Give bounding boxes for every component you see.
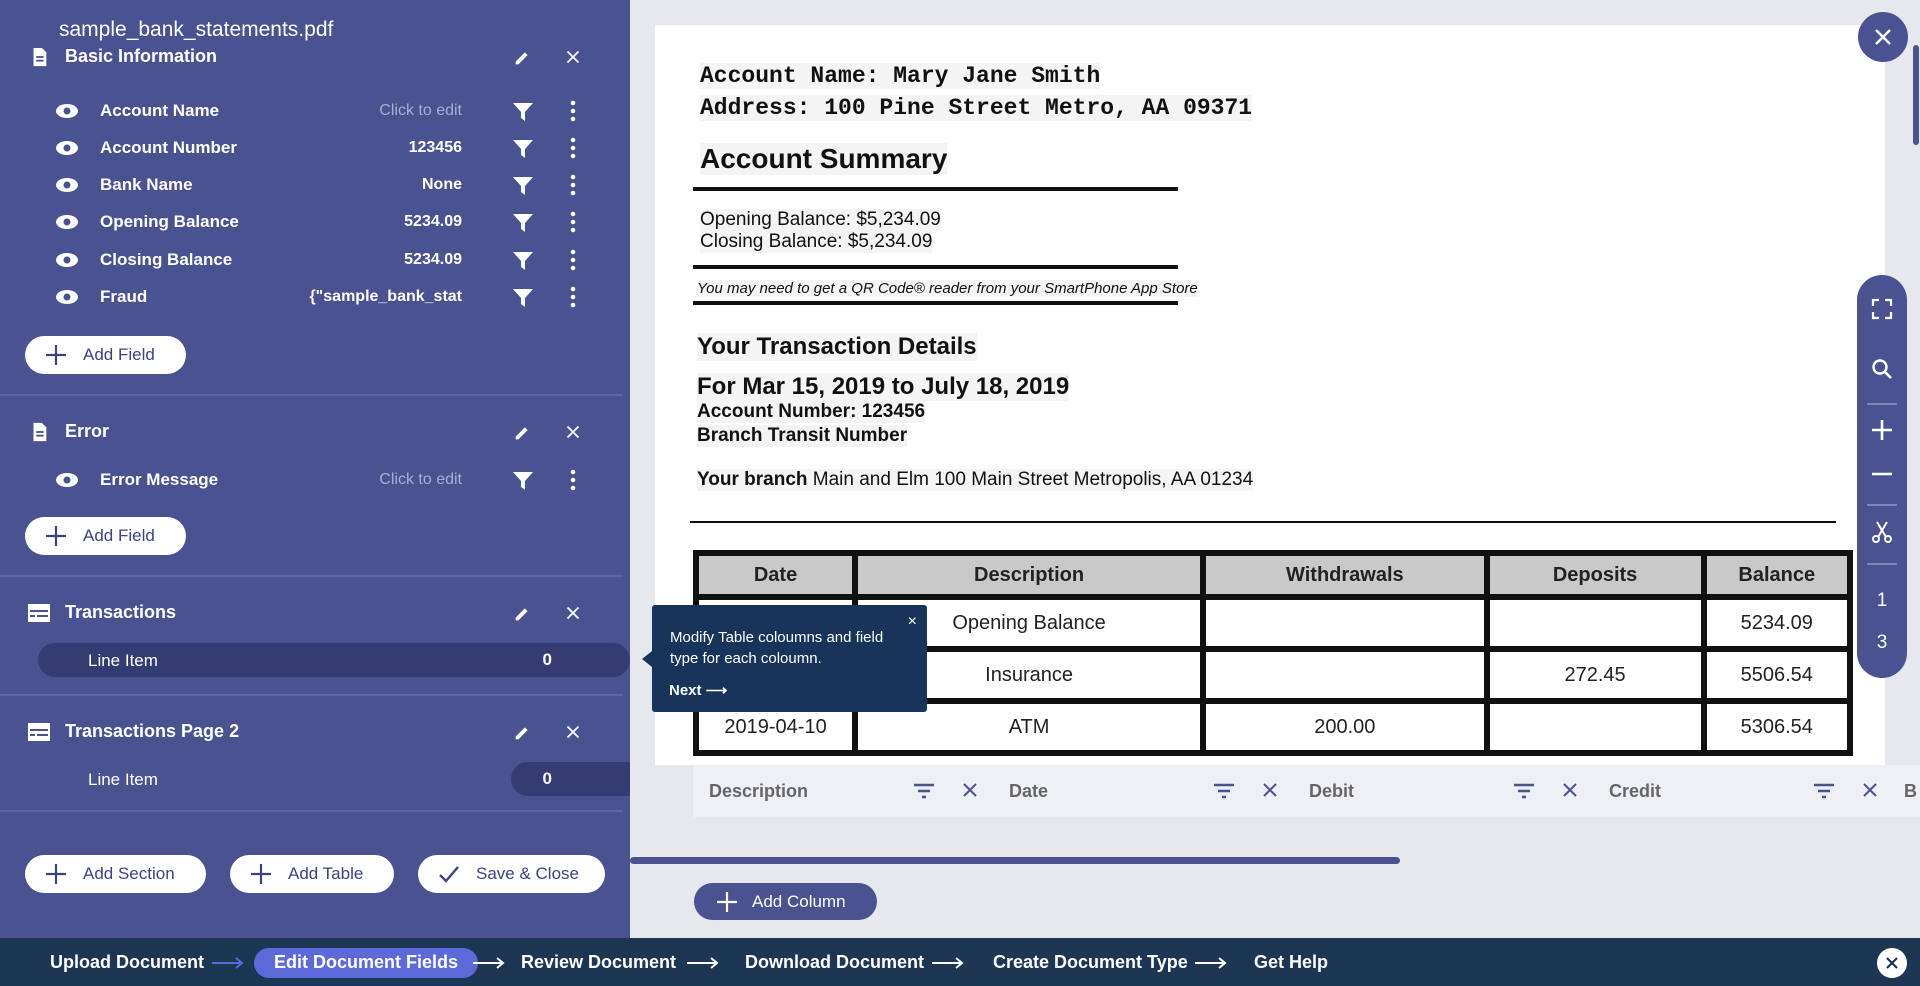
eye-icon[interactable]	[55, 214, 79, 230]
table-cell[interactable]: Opening Balance	[855, 597, 1203, 649]
column-description[interactable]	[693, 765, 993, 817]
table-cell[interactable]: 5306.54	[1704, 701, 1850, 753]
column-remove-icon[interactable]	[1860, 780, 1880, 800]
step-edit-document-fields[interactable]: Edit Document Fields	[254, 948, 478, 978]
column-partial[interactable]	[1893, 765, 1920, 817]
table-header-cell[interactable]: Date	[696, 553, 855, 597]
more-options-icon[interactable]	[562, 210, 584, 234]
table-cell[interactable]: 5234.09	[1704, 597, 1850, 649]
more-options-icon[interactable]	[562, 99, 584, 123]
add-table-label: Add Table	[288, 864, 364, 883]
field-value[interactable]: Click to edit	[379, 471, 462, 488]
arrow-right-icon	[1195, 957, 1229, 969]
tool-separator	[1867, 504, 1897, 506]
section-transactions	[0, 592, 623, 632]
add-field-label: Add Field	[83, 345, 155, 364]
field-value[interactable]: None	[422, 176, 462, 193]
divider	[0, 575, 623, 577]
table-header-cell[interactable]: Deposits	[1487, 553, 1704, 597]
more-options-icon[interactable]	[562, 173, 584, 197]
field-name: Error Message	[100, 470, 219, 489]
table-header-cell[interactable]: Balance	[1704, 553, 1850, 597]
delete-section-icon[interactable]	[562, 602, 584, 624]
zoom-in-icon[interactable]	[1870, 418, 1894, 442]
filter-icon[interactable]	[512, 251, 534, 271]
viewer-tool-rail	[1857, 275, 1907, 678]
section-title: Error	[65, 421, 110, 441]
column-filter-icon[interactable]	[1212, 781, 1236, 801]
table-header-cell[interactable]: Withdrawals	[1203, 553, 1487, 597]
add-field-button[interactable]	[25, 336, 186, 374]
add-section-label: Add Section	[83, 864, 175, 883]
table-cell[interactable]	[1203, 597, 1487, 649]
field-value[interactable]: 5234.09	[404, 251, 462, 268]
doc-branch-transit[interactable]: Branch Transit Number	[697, 425, 908, 446]
workflow-stepper	[0, 938, 1920, 986]
page-number-total[interactable]: 3	[1876, 632, 1888, 653]
edit-section-icon[interactable]	[512, 48, 534, 68]
fullscreen-icon[interactable]	[1870, 297, 1894, 321]
tooltip-next-label: Next	[669, 682, 702, 699]
field-row-error-message[interactable]	[0, 463, 623, 497]
doc-branch-label: Your branch	[697, 469, 808, 490]
filter-icon[interactable]	[512, 139, 534, 159]
add-section-button[interactable]	[25, 855, 206, 893]
section-transactions-page-2	[0, 711, 623, 751]
section-title: Transactions Page 2	[65, 721, 240, 741]
plus-icon	[250, 863, 272, 885]
plus-icon	[45, 863, 67, 885]
table-header-cell[interactable]: Description	[855, 553, 1203, 597]
line-item-count: 0	[542, 769, 552, 788]
column-name[interactable]: Description	[709, 781, 809, 801]
more-options-icon[interactable]	[562, 136, 584, 160]
eye-icon[interactable]	[55, 472, 79, 488]
column-debit[interactable]	[1293, 765, 1593, 817]
close-icon	[1885, 956, 1899, 970]
save-close-label: Save & Close	[476, 864, 579, 883]
more-options-icon[interactable]	[562, 248, 584, 272]
doc-qr-note[interactable]: You may need to get a QR Code® reader from your SmartPhone App Store	[697, 280, 1198, 297]
close-icon	[1872, 26, 1894, 48]
more-options-icon[interactable]	[562, 468, 584, 492]
eye-icon[interactable]	[55, 177, 79, 193]
eye-icon[interactable]	[55, 103, 79, 119]
file-name: sample_bank_statements.pdf	[59, 18, 334, 41]
doc-transactions-title[interactable]: Your Transaction Details	[697, 333, 977, 360]
line-item-count: 0	[542, 650, 552, 669]
add-table-button[interactable]	[230, 855, 394, 893]
doc-closing-balance[interactable]: Closing Balance: $5,234.09	[700, 231, 933, 252]
edit-section-icon[interactable]	[512, 602, 534, 624]
filter-icon[interactable]	[512, 288, 534, 308]
table-icon	[27, 721, 51, 743]
table-cell[interactable]	[1487, 701, 1704, 753]
field-row-account-number[interactable]	[0, 131, 623, 165]
arrow-right-icon	[212, 957, 246, 969]
doc-branch-address: Main and Elm 100 Main Street Metropolis, AA 01234	[812, 469, 1254, 490]
sections-scroll-area[interactable]	[0, 48, 630, 816]
column-name[interactable]: Date	[1009, 781, 1049, 801]
document-icon	[27, 421, 51, 443]
table-cell[interactable]: Insurance	[855, 649, 1203, 701]
table-header-row	[696, 553, 1850, 597]
table-cell[interactable]	[1487, 597, 1704, 649]
field-value[interactable]: Click to edit	[379, 102, 462, 119]
vertical-scrollbar[interactable]	[1913, 45, 1919, 145]
field-name: Bank Name	[100, 175, 193, 194]
table-icon	[27, 602, 51, 624]
line-item-row[interactable]	[38, 762, 630, 796]
column-name[interactable]: Debit	[1309, 781, 1354, 801]
doc-account-name[interactable]: Account Name: Mary Jane Smith	[700, 63, 1101, 89]
filter-icon[interactable]	[512, 176, 534, 196]
delete-section-icon[interactable]	[562, 48, 584, 68]
plus-icon	[45, 525, 67, 547]
doc-opening-balance[interactable]: Opening Balance: $5,234.09	[700, 209, 941, 230]
tooltip-text: Modify Table coloumns and field type for each coloumn.	[670, 629, 884, 667]
add-field-button[interactable]	[25, 517, 186, 555]
eye-icon[interactable]	[55, 252, 79, 268]
line-item-count-box	[511, 762, 630, 796]
arrow-right-icon	[932, 957, 966, 969]
field-value[interactable]: 5234.09	[404, 213, 462, 230]
page-number-current[interactable]: 1	[1876, 590, 1888, 611]
tooltip-next-button[interactable]	[669, 681, 727, 699]
field-name: Account Number	[100, 138, 237, 157]
line-item-label: Line Item	[88, 651, 158, 670]
step-review-document[interactable]: Review Document	[521, 952, 677, 972]
tooltip-arrow	[642, 651, 652, 667]
doc-rule	[690, 521, 1836, 523]
line-item-label: Line Item	[88, 770, 158, 789]
field-name: Account Name	[100, 101, 220, 120]
filter-icon[interactable]	[512, 213, 534, 233]
section-title: Transactions	[65, 602, 177, 622]
field-name: Closing Balance	[100, 250, 233, 269]
close-viewer-button[interactable]	[1858, 12, 1908, 62]
line-item-row-selected[interactable]	[38, 643, 630, 677]
search-icon[interactable]	[1870, 357, 1894, 381]
column-filter-icon[interactable]	[912, 781, 936, 801]
doc-rule	[693, 187, 1178, 191]
close-stepper-button[interactable]	[1877, 948, 1907, 978]
delete-section-icon[interactable]	[562, 721, 584, 743]
field-value[interactable]: {"sample_bank_stat	[309, 288, 462, 305]
column-date[interactable]	[993, 765, 1293, 817]
column-name[interactable]: B	[1904, 781, 1917, 801]
column-remove-icon[interactable]	[960, 780, 980, 800]
field-row-opening-balance[interactable]	[0, 205, 623, 239]
add-column-label: Add Column	[752, 891, 846, 911]
field-name: Opening Balance	[100, 212, 239, 231]
step-get-help[interactable]: Get Help	[1254, 952, 1329, 972]
scissors-icon[interactable]	[1870, 520, 1894, 544]
section-basic-information	[0, 48, 623, 76]
table-cell[interactable]: 200.00	[1203, 701, 1487, 753]
delete-section-icon[interactable]	[562, 421, 584, 443]
section-title: Basic Information	[65, 48, 218, 66]
edit-section-icon[interactable]	[512, 421, 534, 443]
field-row-closing-balance[interactable]	[0, 243, 623, 277]
divider	[0, 694, 623, 696]
field-row-bank-name[interactable]	[0, 168, 623, 202]
document-icon	[27, 48, 51, 68]
field-row-account-name[interactable]	[0, 94, 623, 128]
add-field-label: Add Field	[83, 526, 155, 545]
plus-icon	[716, 891, 738, 913]
table-cell[interactable]: 272.45	[1487, 649, 1704, 701]
table-cell[interactable]	[1203, 649, 1487, 701]
horizontal-scrollbar[interactable]	[630, 857, 1400, 864]
doc-address[interactable]: Address: 100 Pine Street Metro, AA 09371	[700, 95, 1253, 121]
onboarding-tooltip	[652, 605, 927, 712]
filter-icon[interactable]	[512, 471, 534, 491]
arrow-right-icon	[473, 957, 507, 969]
doc-rule	[693, 265, 1178, 269]
doc-rule	[693, 301, 1178, 305]
doc-branch[interactable]	[697, 469, 1253, 491]
sidebar	[0, 0, 630, 938]
table-cell[interactable]: 5506.54	[1704, 649, 1850, 701]
step-download-document[interactable]: Download Document	[745, 952, 924, 972]
column-filter-icon[interactable]	[1812, 781, 1836, 801]
check-icon	[438, 863, 460, 885]
column-editor-bar	[693, 765, 1920, 817]
divider	[0, 394, 623, 396]
eye-icon[interactable]	[55, 140, 79, 156]
doc-account-number[interactable]: Account Number: 123456	[697, 401, 926, 422]
field-name: Fraud	[100, 287, 148, 306]
arrow-right-icon	[687, 957, 721, 969]
column-name[interactable]: Credit	[1609, 781, 1662, 801]
save-close-button[interactable]	[418, 855, 605, 893]
column-remove-icon[interactable]	[1260, 780, 1280, 800]
field-value[interactable]: 123456	[408, 139, 462, 156]
arrow-right-icon: ⟶	[705, 682, 728, 699]
step-upload-document[interactable]: Upload Document	[50, 952, 205, 972]
tool-separator	[1867, 563, 1897, 565]
doc-period[interactable]: For Mar 15, 2019 to July 18, 2019	[697, 373, 1070, 400]
eye-icon[interactable]	[55, 289, 79, 305]
column-credit[interactable]	[1593, 765, 1893, 817]
column-filter-icon[interactable]	[1512, 781, 1536, 801]
section-error	[0, 411, 623, 451]
filter-icon[interactable]	[512, 102, 534, 122]
plus-icon	[45, 344, 67, 366]
step-create-document-type[interactable]: Create Document Type	[993, 952, 1188, 972]
tool-separator	[1867, 403, 1897, 405]
doc-summary-title[interactable]: Account Summary	[700, 143, 948, 174]
edit-section-icon[interactable]	[512, 721, 534, 743]
table-cell[interactable]: ATM	[855, 701, 1203, 753]
more-options-icon[interactable]	[562, 285, 584, 309]
close-tooltip-icon[interactable]: ×	[907, 613, 917, 630]
divider	[0, 810, 623, 812]
column-remove-icon[interactable]	[1560, 780, 1580, 800]
zoom-out-icon[interactable]	[1870, 462, 1894, 486]
add-column-button[interactable]	[694, 883, 877, 920]
table-cell[interactable]: 2019-04-10	[696, 701, 855, 753]
field-row-fraud[interactable]	[0, 280, 623, 314]
